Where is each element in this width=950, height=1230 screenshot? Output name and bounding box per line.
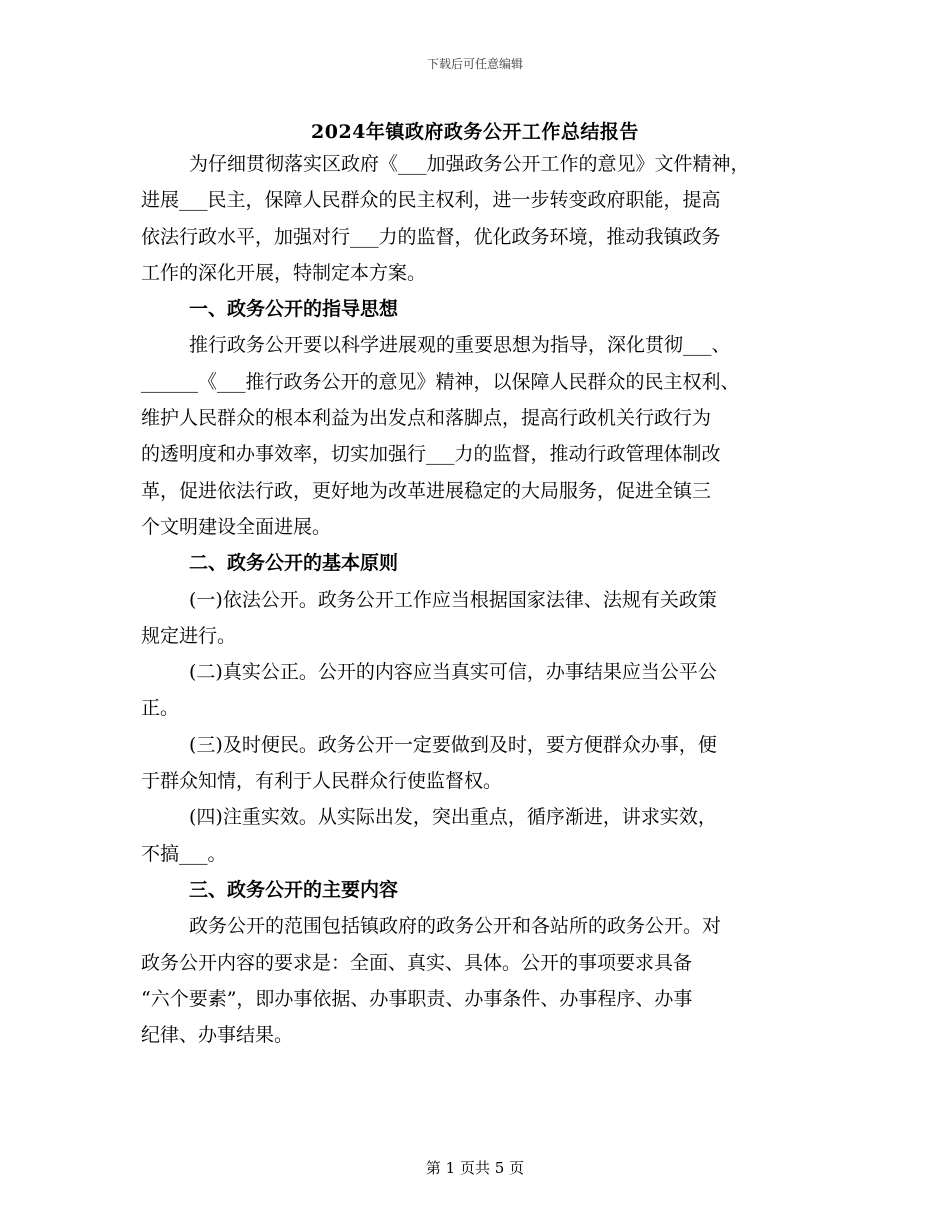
body-text-line: 规定进行。 xyxy=(141,624,237,647)
body-text-line: 于群众知情，有利于人民群众行使监督权。 xyxy=(141,770,503,793)
body-text-line: 政务公开内容的要求是：全面、真实、具体。公开的事项要求具备 xyxy=(141,951,693,974)
body-text-line: (四)注重实效。从实际出发，突出重点，循序渐进，讲求实效， xyxy=(189,806,717,829)
body-text-line: 纪律、办事结果。 xyxy=(141,1024,294,1047)
body-text-line: (二)真实公正。公开的内容应当真实可信，办事结果应当公平公 xyxy=(189,661,717,684)
header-note: 下载后可任意编辑 xyxy=(426,57,523,71)
body-text-line: 依法行政水平，加强对行___力的监督，优化政务环境，推动我镇政务 xyxy=(141,225,721,248)
body-text-line: 推行政务公开要以科学进展观的重要思想为指导，深化贯彻___、 xyxy=(189,334,731,357)
body-text-line: 正。 xyxy=(141,697,180,720)
document-body xyxy=(141,146,813,1053)
body-text-line: 为仔细贯彻落实区政府《___加强政务公开工作的意见》文件精神， xyxy=(189,153,750,175)
body-text-line: 的透明度和办事效率，切实加强行___力的监督，推动行政管理体制改 xyxy=(141,443,721,466)
section-heading: 一、政务公开的指导思想 xyxy=(189,298,399,321)
body-text-line: ______《___推行政务公开的意见》精神，以保障人民群众的民主权利、 xyxy=(141,370,740,393)
body-text-line: (一)依法公开。政务公开工作应当根据国家法律、法规有关政策 xyxy=(189,588,717,611)
section-heading: 二、政务公开的基本原则 xyxy=(189,552,399,575)
body-text-line: “六个要素”，即办事依据、办事职责、办事条件、办事程序、办事 xyxy=(141,987,693,1010)
body-text-line: 政务公开的范围包括镇政府的政务公开和各站所的政务公开。对 xyxy=(189,915,722,938)
section-heading: 三、政务公开的主要内容 xyxy=(189,878,399,901)
body-text-line: (三)及时便民。政务公开一定要做到及时，要方便群众办事，便 xyxy=(189,733,717,756)
body-text-line: 工作的深化开展，特制定本方案。 xyxy=(141,261,427,284)
page-footer: 第 1 页共 5 页 xyxy=(425,1159,525,1177)
body-text-line: 进展___民主，保障人民群众的民主权利，进一步转变政府职能，提高 xyxy=(141,189,721,212)
document-title: 2024年镇政府政务公开工作总结报告 xyxy=(311,121,639,143)
body-text-line: 维护人民群众的根本利益为出发点和落脚点，提高行政机关行政行为 xyxy=(141,407,712,430)
body-text-line: 革，促进依法行政，更好地为改革进展稳定的大局服务，促进全镇三 xyxy=(141,479,712,502)
body-text-line: 不搞___。 xyxy=(141,842,227,865)
body-text-line: 个文明建设全面进展。 xyxy=(141,515,332,538)
